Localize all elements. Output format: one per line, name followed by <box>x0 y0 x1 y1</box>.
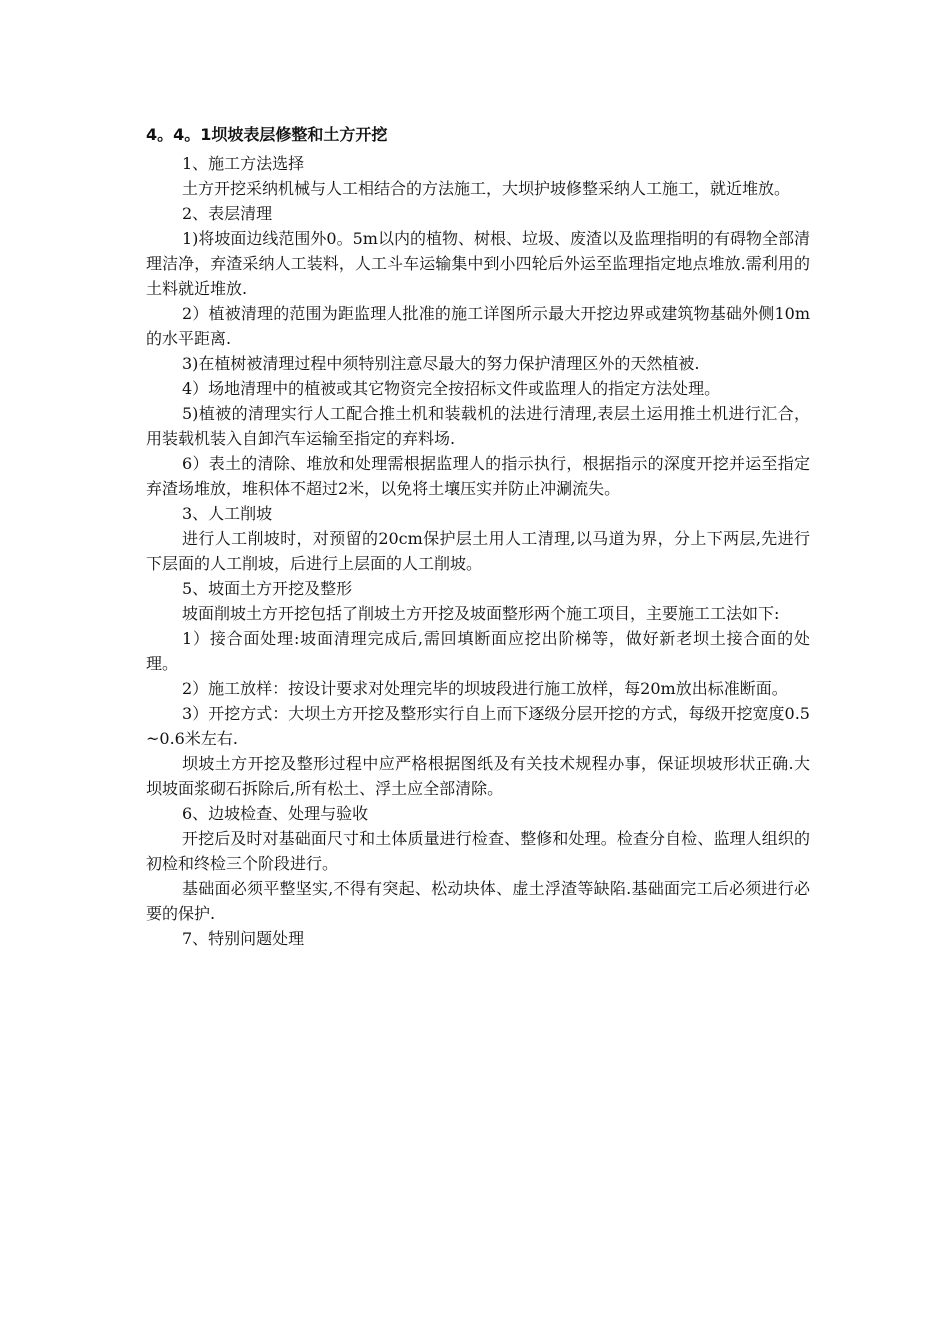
subheading-manual-slope-cutting: 3、人工削坡 <box>182 504 273 523</box>
paragraph: 2）植被清理的范围为距监理人批准的施工详图所示最大开挖边界或建筑物基础外侧10m的水平距离. <box>146 304 810 348</box>
paragraph: 5)植被的清理实行人工配合推土机和装载机的法进行清理,表层土运用推土机进行汇合，用装载机装入自卸汽车运输至指定的弃料场. <box>146 404 810 448</box>
paragraph: 3)在植树被清理过程中须特别注意尽最大的努力保护清理区外的天然植被. <box>182 354 700 373</box>
subheading-construction-method: 1、施工方法选择 <box>182 154 305 173</box>
paragraph: 开挖后及时对基础面尺寸和土体质量进行检查、整修和处理。检查分自检、监理人组织的初检和终检三个阶段进行。 <box>146 829 810 873</box>
paragraph: 4）场地清理中的植被或其它物资完全按招标文件或监理人的指定方法处理。 <box>182 379 721 398</box>
subheading-slope-inspection: 6、边坡检查、处理与验收 <box>182 804 369 823</box>
paragraph: 6）表土的清除、堆放和处理需根据监理人的指示执行，根据指示的深度开挖并运至指定弃渣场堆放，堆积体不超过2米，以免将土壤压实并防止冲涮流失。 <box>146 454 810 498</box>
paragraph: 1）接合面处理:坡面清理完成后,需回填断面应挖出阶梯等，做好新老坝土接合面的处理。 <box>146 629 810 673</box>
paragraph: 坡面削坡土方开挖包括了削坡土方开挖及坡面整形两个施工项目，主要施工工法如下: <box>182 604 780 623</box>
paragraph: 进行人工削坡时，对预留的20cm保护层土用人工清理,以马道为界，分上下两层,先进行下层面的人工削坡，后进行上层面的人工削坡。 <box>146 529 810 573</box>
subheading-slope-excavation: 5、坡面土方开挖及整形 <box>182 579 353 598</box>
paragraph: 土方开挖采纳机械与人工相结合的方法施工，大坝护坡修整采纳人工施工，就近堆放。 <box>182 179 791 198</box>
paragraph: 3）开挖方式：大坝土方开挖及整形实行自上而下逐级分层开挖的方式，每级开挖宽度0.5~0.6米左右. <box>146 704 810 748</box>
subheading-surface-clearing: 2、表层清理 <box>182 204 273 223</box>
subheading-special-issues: 7、特别问题处理 <box>182 929 305 948</box>
document-page <box>146 122 810 951</box>
paragraph: 坝坡土方开挖及整形过程中应严格根据图纸及有关技术规程办事，保证坝坡形状正确.大坝坡面浆砌石拆除后,所有松土、浮土应全部清除。 <box>146 754 810 798</box>
paragraph: 1)将坡面边线范围外0。5m以内的植物、树根、垃圾、废渣以及监理指明的有碍物全部清理洁净，弃渣采纳人工装料，人工斗车运输集中到小四轮后外运至监理指定地点堆放.需利用的土料就近堆放. <box>146 229 810 298</box>
section-heading: 4。4。1坝坡表层修整和土方开挖 <box>146 125 388 144</box>
paragraph: 基础面必须平整坚实,不得有突起、松动块体、虚土浮渣等缺陷.基础面完工后必须进行必要的保护. <box>146 879 810 923</box>
paragraph: 2）施工放样：按设计要求对处理完毕的坝坡段进行施工放样，每20m放出标准断面。 <box>182 679 788 698</box>
